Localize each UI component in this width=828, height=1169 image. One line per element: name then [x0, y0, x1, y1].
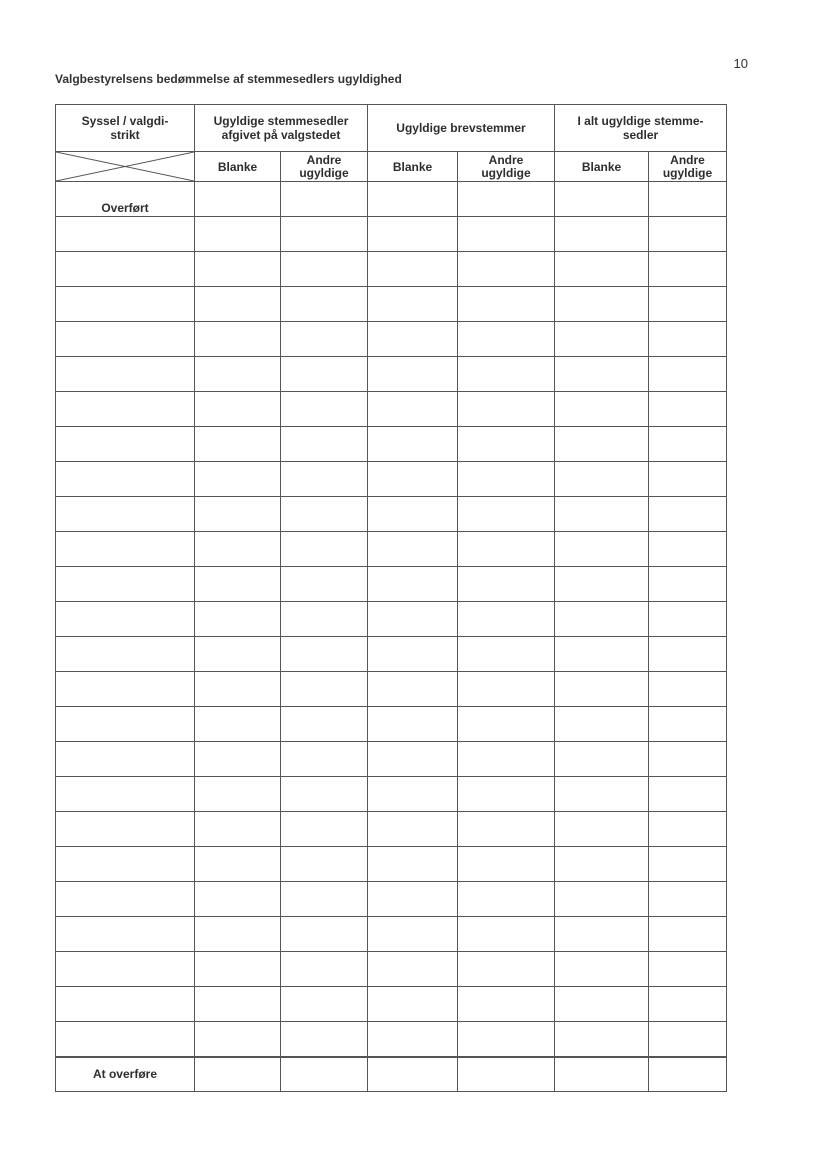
subheader-blanke: Blanke	[195, 152, 281, 182]
table-cell[interactable]	[56, 987, 195, 1022]
table-cell[interactable]	[56, 497, 195, 532]
table-row	[56, 602, 727, 637]
table-cell[interactable]	[458, 987, 555, 1022]
table-cell[interactable]	[458, 567, 555, 602]
table-row	[56, 707, 727, 742]
table-cell[interactable]	[649, 497, 727, 532]
table-cell[interactable]	[56, 847, 195, 882]
subheader-blanke: Blanke	[555, 152, 649, 182]
page-title: Valgbestyrelsens bedømmelse af stemmesedlers ugyldighed	[55, 72, 402, 86]
table-cell[interactable]	[195, 707, 281, 742]
table-cell[interactable]	[555, 217, 649, 252]
table-cell[interactable]	[649, 672, 727, 707]
table-cell[interactable]	[368, 392, 458, 427]
table-cell[interactable]	[555, 637, 649, 672]
table-row	[56, 952, 727, 987]
table-cell[interactable]	[555, 1022, 649, 1057]
crossed-out-cell	[56, 152, 195, 182]
table-cell[interactable]	[195, 917, 281, 952]
table-cell[interactable]	[56, 1022, 195, 1057]
subheader-andre-ugyldige: Andre ugyldige	[649, 152, 727, 182]
table-cell[interactable]	[56, 882, 195, 917]
table-cell[interactable]	[368, 917, 458, 952]
table-cell[interactable]	[368, 1057, 458, 1092]
table-cell[interactable]	[368, 532, 458, 567]
table-cell[interactable]	[195, 847, 281, 882]
group-header-postal-votes: Ugyldige brevstemmer	[368, 105, 555, 152]
table-cell[interactable]	[555, 882, 649, 917]
table-cell[interactable]	[368, 322, 458, 357]
table-cell[interactable]	[458, 182, 555, 217]
table-cell[interactable]	[281, 392, 368, 427]
table-cell[interactable]	[458, 637, 555, 672]
table-cell[interactable]	[555, 707, 649, 742]
table-row	[56, 532, 727, 567]
table-cell[interactable]	[555, 287, 649, 322]
table-row	[56, 847, 727, 882]
table-cell[interactable]	[555, 812, 649, 847]
table-cell[interactable]	[649, 1057, 727, 1092]
table-cell[interactable]	[649, 707, 727, 742]
table-cell[interactable]	[281, 1057, 368, 1092]
table-cell[interactable]	[458, 777, 555, 812]
table-cell[interactable]	[458, 917, 555, 952]
table-row	[56, 672, 727, 707]
table-cell[interactable]	[368, 637, 458, 672]
table-row	[56, 1022, 727, 1057]
table-cell[interactable]	[195, 462, 281, 497]
subheader-andre-ugyldige: Andre ugyldige	[458, 152, 555, 182]
table-cell[interactable]	[281, 777, 368, 812]
table-cell[interactable]	[195, 357, 281, 392]
table-cell[interactable]	[56, 812, 195, 847]
table-cell[interactable]	[649, 987, 727, 1022]
table-cell[interactable]	[368, 287, 458, 322]
table-row	[56, 812, 727, 847]
table-cell[interactable]	[458, 462, 555, 497]
table-cell[interactable]	[649, 1022, 727, 1057]
invalid-ballots-table	[55, 104, 727, 1092]
table-cell[interactable]	[195, 987, 281, 1022]
table-cell[interactable]	[281, 987, 368, 1022]
table-cell[interactable]	[555, 917, 649, 952]
table-cell[interactable]	[368, 987, 458, 1022]
table-cell[interactable]	[56, 637, 195, 672]
table-cell[interactable]	[56, 707, 195, 742]
table-row	[56, 357, 727, 392]
at-overfore-row	[56, 1057, 727, 1092]
table-row	[56, 252, 727, 287]
at-overfore-label: At overføre	[56, 1057, 195, 1092]
table-cell[interactable]	[281, 847, 368, 882]
table-cell[interactable]	[56, 672, 195, 707]
table-cell[interactable]	[458, 707, 555, 742]
table-row	[56, 987, 727, 1022]
table-cell[interactable]	[555, 567, 649, 602]
table-cell[interactable]	[458, 1057, 555, 1092]
table-cell[interactable]	[195, 602, 281, 637]
table-cell[interactable]	[649, 322, 727, 357]
page-number: 10	[733, 56, 748, 71]
table-cell[interactable]	[56, 392, 195, 427]
table-cell[interactable]	[555, 322, 649, 357]
table-cell[interactable]	[281, 287, 368, 322]
table-cell[interactable]	[555, 497, 649, 532]
overfort-row	[56, 182, 727, 217]
table-row	[56, 322, 727, 357]
table-cell[interactable]	[56, 217, 195, 252]
table-cell[interactable]	[555, 392, 649, 427]
table-cell[interactable]	[649, 182, 727, 217]
table-cell[interactable]	[649, 252, 727, 287]
table-cell[interactable]	[281, 567, 368, 602]
table-row	[56, 217, 727, 252]
table-cell[interactable]	[555, 252, 649, 287]
table-cell[interactable]	[56, 742, 195, 777]
table-cell[interactable]	[56, 917, 195, 952]
table-row	[56, 567, 727, 602]
table-row	[56, 462, 727, 497]
table-cell[interactable]	[458, 882, 555, 917]
table-cell[interactable]	[555, 777, 649, 812]
table-cell[interactable]	[368, 707, 458, 742]
table-row	[56, 882, 727, 917]
table-cell[interactable]	[368, 217, 458, 252]
table-cell[interactable]	[649, 357, 727, 392]
table-cell[interactable]	[368, 567, 458, 602]
table-cell[interactable]	[555, 672, 649, 707]
table-cell[interactable]	[195, 742, 281, 777]
table-cell[interactable]	[649, 742, 727, 777]
table-cell[interactable]	[555, 427, 649, 462]
table-cell[interactable]	[368, 742, 458, 777]
table-cell[interactable]	[368, 672, 458, 707]
subheader-blanke: Blanke	[368, 152, 458, 182]
table-cell[interactable]	[458, 497, 555, 532]
table-cell[interactable]	[195, 567, 281, 602]
table-cell[interactable]	[281, 182, 368, 217]
table-cell[interactable]	[281, 707, 368, 742]
table-cell[interactable]	[281, 217, 368, 252]
table-cell[interactable]	[368, 1022, 458, 1057]
table-cell[interactable]	[458, 742, 555, 777]
column-header-district: Syssel / valgdi- strikt	[56, 105, 195, 152]
table-row	[56, 742, 727, 777]
table-cell[interactable]	[195, 252, 281, 287]
table-cell[interactable]	[649, 217, 727, 252]
cross-lines	[56, 152, 194, 181]
table-cell[interactable]	[649, 462, 727, 497]
table-row	[56, 637, 727, 672]
table-cell[interactable]	[56, 252, 195, 287]
table-cell[interactable]	[649, 812, 727, 847]
table-cell[interactable]	[368, 812, 458, 847]
table-cell[interactable]	[195, 1057, 281, 1092]
table-row	[56, 497, 727, 532]
table-row	[56, 392, 727, 427]
table-cell[interactable]	[56, 287, 195, 322]
table-cell[interactable]	[649, 952, 727, 987]
table-cell[interactable]	[195, 182, 281, 217]
table-cell[interactable]	[649, 532, 727, 567]
table-cell[interactable]	[368, 952, 458, 987]
table-cell[interactable]	[649, 602, 727, 637]
table-cell[interactable]	[368, 882, 458, 917]
table-cell[interactable]	[649, 637, 727, 672]
table-row	[56, 287, 727, 322]
table-cell[interactable]	[555, 602, 649, 637]
table-cell[interactable]	[281, 322, 368, 357]
table-cell[interactable]	[649, 777, 727, 812]
table-cell[interactable]	[281, 602, 368, 637]
table-cell[interactable]	[368, 427, 458, 462]
table-cell[interactable]	[555, 182, 649, 217]
table-cell[interactable]	[649, 847, 727, 882]
table-cell[interactable]	[649, 917, 727, 952]
table-cell[interactable]	[56, 462, 195, 497]
table-cell[interactable]	[458, 287, 555, 322]
table-cell[interactable]	[458, 322, 555, 357]
table-cell[interactable]	[649, 392, 727, 427]
table-cell[interactable]	[649, 287, 727, 322]
table-cell[interactable]	[458, 392, 555, 427]
group-header-total-invalid: I alt ugyldige stemme- sedler	[555, 105, 727, 152]
table-cell[interactable]	[195, 777, 281, 812]
table-cell[interactable]	[649, 567, 727, 602]
group-header-polling-place: Ugyldige stemmesedler afgivet på valgstedet	[195, 105, 368, 152]
table-cell[interactable]	[56, 427, 195, 462]
table-cell[interactable]	[195, 217, 281, 252]
table-cell[interactable]	[195, 637, 281, 672]
table-cell[interactable]	[56, 567, 195, 602]
table-row	[56, 427, 727, 462]
table-cell[interactable]	[281, 427, 368, 462]
table-cell[interactable]	[281, 357, 368, 392]
table-cell[interactable]	[368, 847, 458, 882]
table-cell[interactable]	[368, 252, 458, 287]
table-cell[interactable]	[281, 672, 368, 707]
table-cell[interactable]	[458, 427, 555, 462]
table-cell[interactable]	[555, 357, 649, 392]
table-cell[interactable]	[195, 882, 281, 917]
table-cell[interactable]	[56, 532, 195, 567]
table-cell[interactable]	[458, 1022, 555, 1057]
table-cell[interactable]	[56, 602, 195, 637]
table-cell[interactable]	[458, 812, 555, 847]
table-cell[interactable]	[195, 287, 281, 322]
table-cell[interactable]	[458, 602, 555, 637]
table-cell[interactable]	[555, 1057, 649, 1092]
table-cell[interactable]	[649, 882, 727, 917]
table-cell[interactable]	[555, 987, 649, 1022]
table-cell[interactable]	[368, 497, 458, 532]
table-cell[interactable]	[555, 847, 649, 882]
table-cell[interactable]	[458, 217, 555, 252]
table-cell[interactable]	[56, 357, 195, 392]
table-cell[interactable]	[281, 532, 368, 567]
table-cell[interactable]	[195, 322, 281, 357]
table-cell[interactable]	[458, 672, 555, 707]
table-cell[interactable]	[195, 672, 281, 707]
table-cell[interactable]	[458, 952, 555, 987]
table-cell[interactable]	[281, 252, 368, 287]
table-cell[interactable]	[56, 952, 195, 987]
table-cell[interactable]	[555, 532, 649, 567]
table-cell[interactable]	[368, 602, 458, 637]
table-cell[interactable]	[281, 462, 368, 497]
table-cell[interactable]	[281, 952, 368, 987]
table-cell[interactable]	[555, 462, 649, 497]
table-cell[interactable]	[195, 812, 281, 847]
table-cell[interactable]	[195, 427, 281, 462]
table-cell[interactable]	[649, 427, 727, 462]
subheader-andre-ugyldige: Andre ugyldige	[281, 152, 368, 182]
table-cell[interactable]	[195, 392, 281, 427]
table-cell[interactable]	[56, 322, 195, 357]
table-cell[interactable]	[195, 532, 281, 567]
table-cell[interactable]	[368, 357, 458, 392]
table-cell[interactable]	[281, 882, 368, 917]
table-cell[interactable]	[281, 917, 368, 952]
table-cell[interactable]	[281, 637, 368, 672]
table-cell[interactable]	[555, 952, 649, 987]
table-cell[interactable]	[195, 497, 281, 532]
table-cell[interactable]	[458, 532, 555, 567]
table-cell[interactable]	[195, 1022, 281, 1057]
table-cell[interactable]	[281, 742, 368, 777]
table-cell[interactable]	[281, 1022, 368, 1057]
table-cell[interactable]	[368, 777, 458, 812]
table-row	[56, 777, 727, 812]
table-cell[interactable]	[555, 742, 649, 777]
overfort-label: Overført	[56, 182, 195, 217]
table-cell[interactable]	[195, 952, 281, 987]
table-cell[interactable]	[368, 462, 458, 497]
table-cell[interactable]	[281, 812, 368, 847]
table-cell[interactable]	[56, 777, 195, 812]
table-cell[interactable]	[458, 252, 555, 287]
table-cell[interactable]	[368, 182, 458, 217]
table-row	[56, 917, 727, 952]
table-cell[interactable]	[458, 357, 555, 392]
table-cell[interactable]	[458, 847, 555, 882]
table-cell[interactable]	[281, 497, 368, 532]
